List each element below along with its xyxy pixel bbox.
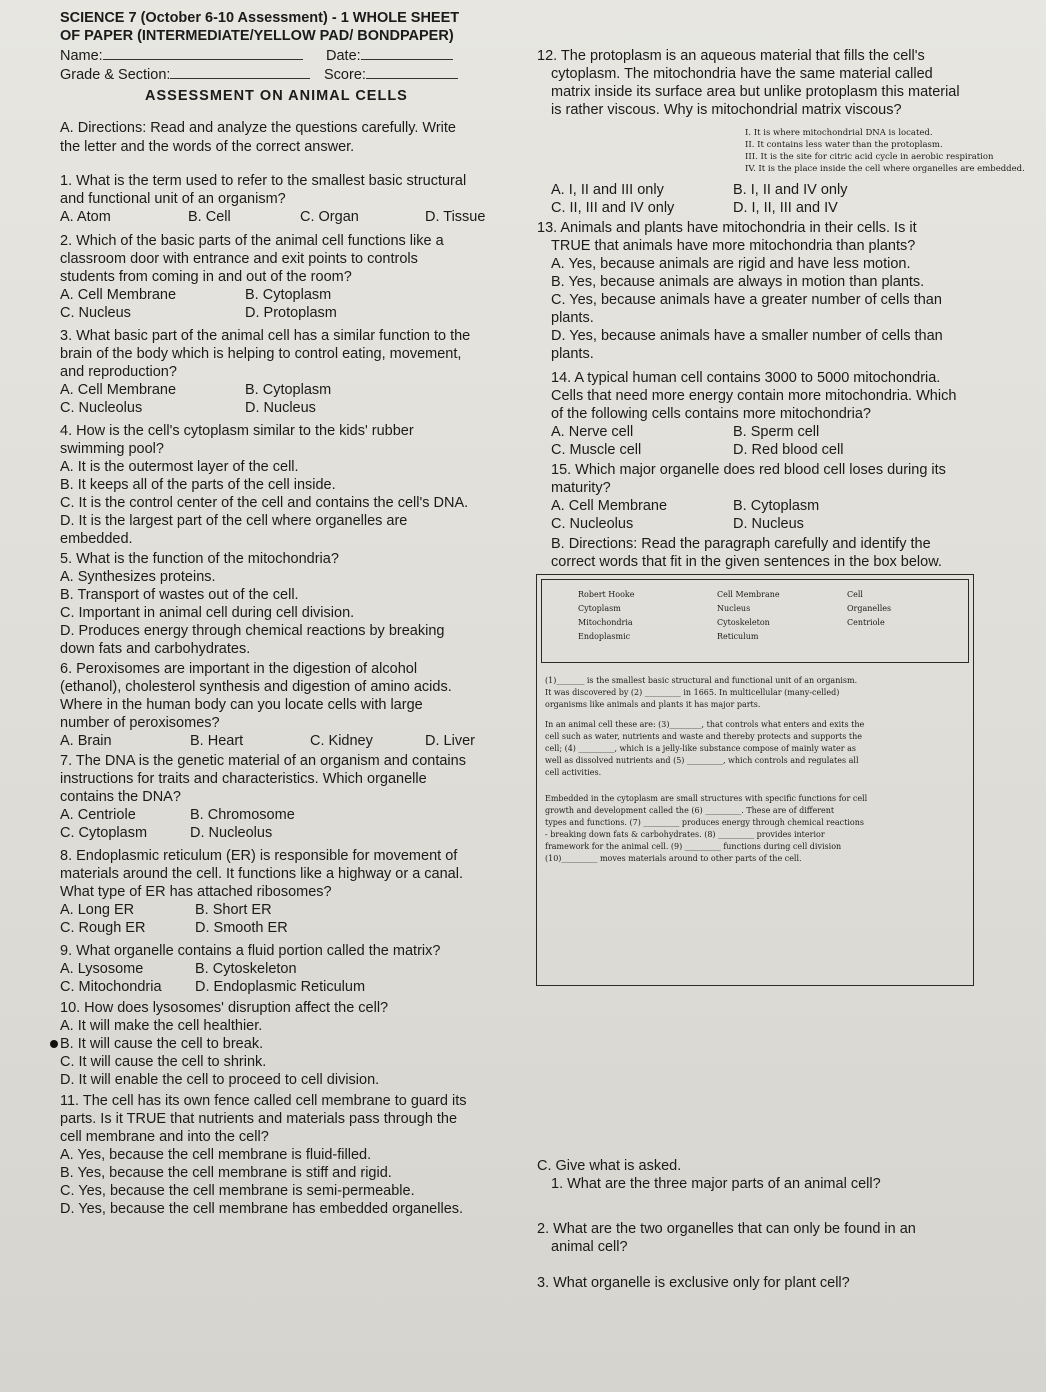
q2-choice-c: C. Nucleus	[60, 305, 131, 321]
paragraph-line: organisms like animals and plants it has major parts.	[545, 700, 761, 709]
sectionB-directions-2: correct words that fit in the given sentences in the box below.	[551, 554, 942, 570]
q1-choice-b: B. Cell	[188, 209, 231, 225]
q8-choice-a: A. Long ER	[60, 902, 135, 918]
q9-choice-c: C. Mitochondria	[60, 979, 162, 995]
q4-stem-1: 4. How is the cell's cytoplasm similar to the kids' rubber	[60, 423, 414, 439]
q12-choice-d: D. I, II, III and IV	[733, 200, 838, 216]
q7-stem-3: contains the DNA?	[60, 789, 181, 805]
worksheet-title-line1: SCIENCE 7 (October 6-10 Assessment) - 1 WHOLE SHEET	[60, 10, 460, 26]
q15-choice-c: C. Nucleolus	[551, 516, 634, 532]
q11-stem-2: parts. Is it TRUE that nutrients and materials pass through the	[60, 1111, 458, 1127]
q5-choice-c: C. Important in animal cell during cell division.	[60, 605, 355, 621]
q14-stem-3: of the following cells contains more mitochondria?	[551, 406, 871, 422]
paragraph-line: Embedded in the cytoplasm are small structures with specific functions for cell	[545, 794, 868, 803]
q2-stem-3: students from coming in and out of the room?	[60, 269, 352, 285]
q8-stem-1: 8. Endoplasmic reticulum (ER) is responsible for movement of	[60, 848, 458, 864]
q15-stem-2: maturity?	[551, 480, 611, 496]
q7-stem-1: 7. The DNA is the genetic material of an organism and contains	[60, 753, 466, 769]
q2-stem-1: 2. Which of the basic parts of the animal cell functions like a	[60, 233, 444, 249]
sectionC-q2-1: 2. What are the two organelles that can only be found in an	[537, 1221, 916, 1237]
q12-statement-3: III. It is the site for citric acid cycle in aerobic respiration	[745, 152, 994, 162]
q8-stem-2: materials around the cell. It functions like a highway or a canal.	[60, 866, 463, 882]
word-bank-item: Cell	[847, 590, 863, 599]
paragraph-line: framework for the animal cell. (9) _________ functions during cell division	[545, 842, 842, 851]
q3-choice-b: B. Cytoplasm	[245, 382, 332, 398]
assessment-title: ASSESSMENT ON ANIMAL CELLS	[145, 88, 408, 104]
date-label: Date:	[326, 48, 361, 64]
q11-choice-d: D. Yes, because the cell membrane has embedded organelles.	[60, 1201, 464, 1217]
sectionB-directions-1: B. Directions: Read the paragraph carefully and identify the	[551, 536, 931, 552]
word-bank-item: Organelles	[847, 604, 892, 613]
q12-stem-3: matrix inside its surface area but unlike protoplasm this material	[551, 84, 960, 100]
q1-stem-2: and functional unit of an organism?	[60, 191, 286, 207]
q14-choice-d: D. Red blood cell	[733, 442, 844, 458]
q4-choice-c: C. It is the control center of the cell and contains the cell's DNA.	[60, 495, 469, 511]
paragraph-3	[545, 793, 965, 865]
q12-stem-2: cytoplasm. The mitochondria have the same material called	[551, 66, 933, 82]
q6-stem-3: Where in the human body can you locate cells with large	[60, 697, 423, 713]
q9-choice-b: B. Cytoskeleton	[195, 961, 297, 977]
q3-choice-a: A. Cell Membrane	[60, 382, 177, 398]
q7-choice-b: B. Chromosome	[190, 807, 295, 823]
q3-choice-d: D. Nucleus	[245, 400, 316, 416]
q3-choice-c: C. Nucleolus	[60, 400, 143, 416]
name-field	[60, 48, 303, 65]
q1-choice-d: D. Tissue	[425, 209, 486, 225]
q12-stem-1: 12. The protoplasm is an aqueous material that fills the cell's	[537, 48, 925, 64]
q15-choice-a: A. Cell Membrane	[551, 498, 668, 514]
fill-in-box	[536, 574, 974, 986]
q4-choice-d-1: D. It is the largest part of the cell where organelles are	[60, 513, 408, 529]
q13-choice-c-2: plants.	[551, 310, 594, 326]
q10-choice-d: D. It will enable the cell to proceed to cell division.	[60, 1072, 380, 1088]
word-bank-item: Reticulum	[717, 632, 759, 641]
sectionA-directions-2: the letter and the words of the correct answer.	[60, 139, 355, 155]
paragraph-line: well as dissolved nutrients and (5) _________, which controls and regulates all	[545, 756, 859, 765]
q1-choice-c: C. Organ	[300, 209, 359, 225]
q3-stem-3: and reproduction?	[60, 364, 177, 380]
grade-label: Grade & Section:	[60, 67, 171, 83]
word-bank	[541, 579, 969, 663]
sectionC-q1: 1. What are the three major parts of an animal cell?	[551, 1176, 881, 1192]
paragraph-line: (1)_______ is the smallest basic structural and functional unit of an organism.	[545, 676, 858, 685]
q6-choice-c: C. Kidney	[310, 733, 373, 749]
q3-stem-1: 3. What basic part of the animal cell has a similar function to the	[60, 328, 471, 344]
paragraph-line: cell; (4) _________, which is a jelly-like substance compose of mainly water as	[545, 744, 856, 753]
q13-stem-1: 13. Animals and plants have mitochondria in their cells. Is it	[537, 220, 917, 236]
q8-choice-d: D. Smooth ER	[195, 920, 288, 936]
paragraph-line: cell such as water, nutrients and waste and thereby protects and supports the	[545, 732, 862, 741]
q10-choice-c: C. It will cause the cell to shrink.	[60, 1054, 267, 1070]
q5-stem-1: 5. What is the function of the mitochondria?	[60, 551, 339, 567]
q5-choice-a: A. Synthesizes proteins.	[60, 569, 216, 585]
q10-choice-a: A. It will make the cell healthier.	[60, 1018, 263, 1034]
paragraph-2	[545, 719, 965, 779]
q15-stem-1: 15. Which major organelle does red blood cell loses during its	[551, 462, 946, 478]
q15-choice-d: D. Nucleus	[733, 516, 804, 532]
q9-stem-1: 9. What organelle contains a fluid portion called the matrix?	[60, 943, 441, 959]
q2-choice-b: B. Cytoplasm	[245, 287, 332, 303]
q11-stem-3: cell membrane and into the cell?	[60, 1129, 269, 1145]
q5-choice-d-1: D. Produces energy through chemical reactions by breaking	[60, 623, 445, 639]
word-bank-item: Cytoskeleton	[717, 618, 770, 627]
q13-stem-2: TRUE that animals have more mitochondria than plants?	[551, 238, 916, 254]
q4-choice-b: B. It keeps all of the parts of the cell inside.	[60, 477, 336, 493]
word-bank-item: Mitochondria	[578, 618, 633, 627]
q2-stem-2: classroom door with entrance and exit points to controls	[60, 251, 418, 267]
sectionA-directions-1: A. Directions: Read and analyze the questions carefully. Write	[60, 120, 456, 136]
q12-choice-b: B. I, II and IV only	[733, 182, 848, 198]
q15-choice-b: B. Cytoplasm	[733, 498, 820, 514]
q14-stem-1: 14. A typical human cell contains 3000 to 5000 mitochondria.	[551, 370, 941, 386]
date-field	[326, 48, 453, 65]
q7-choice-a: A. Centriole	[60, 807, 136, 823]
word-bank-item: Cytoplasm	[578, 604, 621, 613]
word-bank-item: Cell Membrane	[717, 590, 780, 599]
q6-choice-b: B. Heart	[190, 733, 244, 749]
q8-choice-b: B. Short ER	[195, 902, 272, 918]
q13-choice-a: A. Yes, because animals are rigid and have less motion.	[551, 256, 911, 272]
q9-choice-d: D. Endoplasmic Reticulum	[195, 979, 366, 995]
q7-choice-c: C. Cytoplasm	[60, 825, 148, 841]
q1-choice-a: A. Atom	[60, 209, 111, 225]
q14-choice-b: B. Sperm cell	[733, 424, 820, 440]
paragraph-line: growth and development called the (6) _________. These are of different	[545, 806, 835, 815]
q8-stem-3: What type of ER has attached ribosomes?	[60, 884, 332, 900]
grade-section-field	[60, 67, 310, 84]
q10-choice-b: B. It will cause the cell to break.	[60, 1036, 264, 1052]
q13-choice-c-1: C. Yes, because animals have a greater number of cells than	[551, 292, 942, 308]
q6-stem-4: number of peroxisomes?	[60, 715, 220, 731]
name-label: Name:	[60, 48, 103, 64]
q12-stem-4: is rather viscous. Why is mitochondrial matrix viscous?	[551, 102, 902, 118]
q1-stem-1: 1. What is the term used to refer to the smallest basic structural	[60, 173, 467, 189]
q11-choice-a: A. Yes, because the cell membrane is fluid-filled.	[60, 1147, 372, 1163]
q4-stem-2: swimming pool?	[60, 441, 164, 457]
word-bank-item: Endoplasmic	[578, 632, 631, 641]
q6-stem-1: 6. Peroxisomes are important in the digestion of alcohol	[60, 661, 418, 677]
q5-choice-b: B. Transport of wastes out of the cell.	[60, 587, 299, 603]
paragraph-line: cell activities.	[545, 768, 602, 777]
q12-choice-c: C. II, III and IV only	[551, 200, 675, 216]
q8-choice-c: C. Rough ER	[60, 920, 146, 936]
q9-choice-a: A. Lysosome	[60, 961, 144, 977]
q2-choice-d: D. Protoplasm	[245, 305, 337, 321]
q6-stem-2: (ethanol), cholesterol synthesis and digestion of amino acids.	[60, 679, 452, 695]
sectionC-q2-2: animal cell?	[551, 1239, 628, 1255]
q6-choice-a: A. Brain	[60, 733, 112, 749]
word-bank-item: Robert Hooke	[578, 590, 635, 599]
q12-statement-4: IV. It is the place inside the cell where organelles are embedded.	[745, 164, 1025, 174]
paragraph-line: It was discovered by (2) _________ in 1665. In multicellular (many-celled)	[545, 688, 840, 697]
score-field	[324, 67, 458, 84]
q11-stem-1: 11. The cell has its own fence called cell membrane to guard its	[60, 1093, 467, 1109]
q5-choice-d-2: down fats and carbohydrates.	[60, 641, 251, 657]
sectionC-heading: C. Give what is asked.	[537, 1158, 682, 1174]
q12-choice-a: A. I, II and III only	[551, 182, 664, 198]
q6-choice-d: D. Liver	[425, 733, 475, 749]
q13-choice-b: B. Yes, because animals are always in motion than plants.	[551, 274, 925, 290]
q4-choice-a: A. It is the outermost layer of the cell.	[60, 459, 299, 475]
sectionC-q3: 3. What organelle is exclusive only for plant cell?	[537, 1275, 850, 1291]
word-bank-item: Centriole	[847, 618, 885, 627]
q14-choice-c: C. Muscle cell	[551, 442, 642, 458]
word-bank-item: Nucleus	[717, 604, 751, 613]
q7-choice-d: D. Nucleolus	[190, 825, 273, 841]
score-label: Score:	[324, 67, 366, 83]
q11-choice-c: C. Yes, because the cell membrane is semi-permeable.	[60, 1183, 415, 1199]
q3-stem-2: brain of the body which is helping to control eating, movement,	[60, 346, 462, 362]
answer-mark	[50, 1040, 58, 1048]
paragraph-1	[545, 675, 965, 711]
worksheet-title-line2: OF PAPER (INTERMEDIATE/YELLOW PAD/ BONDPAPER)	[60, 28, 454, 44]
q7-stem-2: instructions for traits and characteristics. Which organelle	[60, 771, 427, 787]
paragraph-line: (10)_________ moves materials around to other parts of the cell.	[545, 854, 802, 863]
q13-choice-d-1: D. Yes, because animals have a smaller number of cells than	[551, 328, 943, 344]
q2-choice-a: A. Cell Membrane	[60, 287, 177, 303]
paragraph-line: types and functions. (7) _________ produces energy through chemical reactions	[545, 818, 864, 827]
paragraph-line: In an animal cell these are: (3)________, that controls what enters and exits the	[545, 720, 865, 729]
q14-stem-2: Cells that need more energy contain more mitochondria. Which	[551, 388, 957, 404]
q12-statement-2: II. It contains less water than the protoplasm.	[745, 140, 943, 150]
q10-stem-1: 10. How does lysosomes' disruption affect the cell?	[60, 1000, 389, 1016]
q14-choice-a: A. Nerve cell	[551, 424, 634, 440]
q11-choice-b: B. Yes, because the cell membrane is stiff and rigid.	[60, 1165, 392, 1181]
q12-statement-1: I. It is where mitochondrial DNA is located.	[745, 128, 933, 138]
q13-choice-d-2: plants.	[551, 346, 594, 362]
paragraph-line: - breaking down fats & carbohydrates. (8) _________ provides interior	[545, 830, 825, 839]
q4-choice-d-2: embedded.	[60, 531, 133, 547]
